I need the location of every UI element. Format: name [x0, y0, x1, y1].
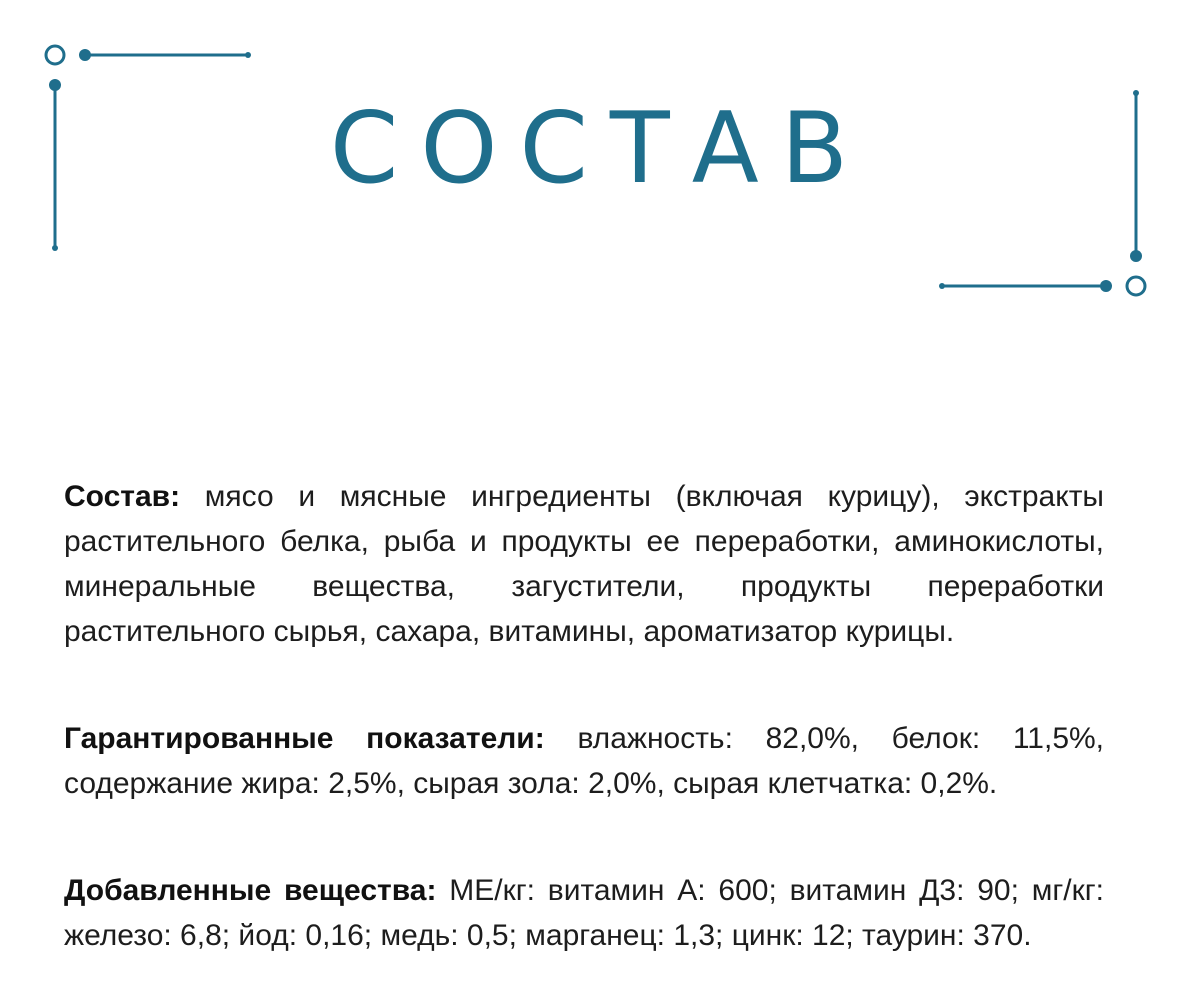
section-label: Состав: [64, 480, 181, 513]
dot-icon [1133, 90, 1139, 96]
ring-icon [1127, 277, 1145, 295]
dot-icon [52, 245, 58, 251]
composition-content [64, 474, 1104, 958]
dot-icon [939, 283, 945, 289]
ring-icon [46, 46, 64, 64]
section-label: Гарантированные показатели: [64, 722, 545, 755]
section-text: мясо и мясные ингредиенты (включая курицу), экстракты растительного белка, рыба и продукты ее переработки, аминокислоты, минеральные вещества, загустители, продукты переработки растительного сырья, сахара, витамины, ароматизатор курицы. [64, 480, 1104, 648]
section-text: МЕ/кг: витамин А: 600; витамин Д3: 90; мг/кг: железо: 6,8; йод: 0,16; медь: 0,5; марганец: 1,3; цинк: 12; таурин: 370. [64, 874, 1104, 952]
section-composition [64, 474, 1104, 654]
section-label: Добавленные вещества: [64, 874, 437, 907]
section-text: влажность: 82,0%, белок: 11,5%, содержание жира: 2,5%, сырая зола: 2,0%, сырая клетчатка: 0,2%. [64, 722, 1105, 800]
dot-icon [245, 52, 251, 58]
section-additives [64, 868, 1104, 958]
section-guaranteed-values [64, 716, 1104, 806]
page-title: СОСТАВ [329, 92, 871, 206]
